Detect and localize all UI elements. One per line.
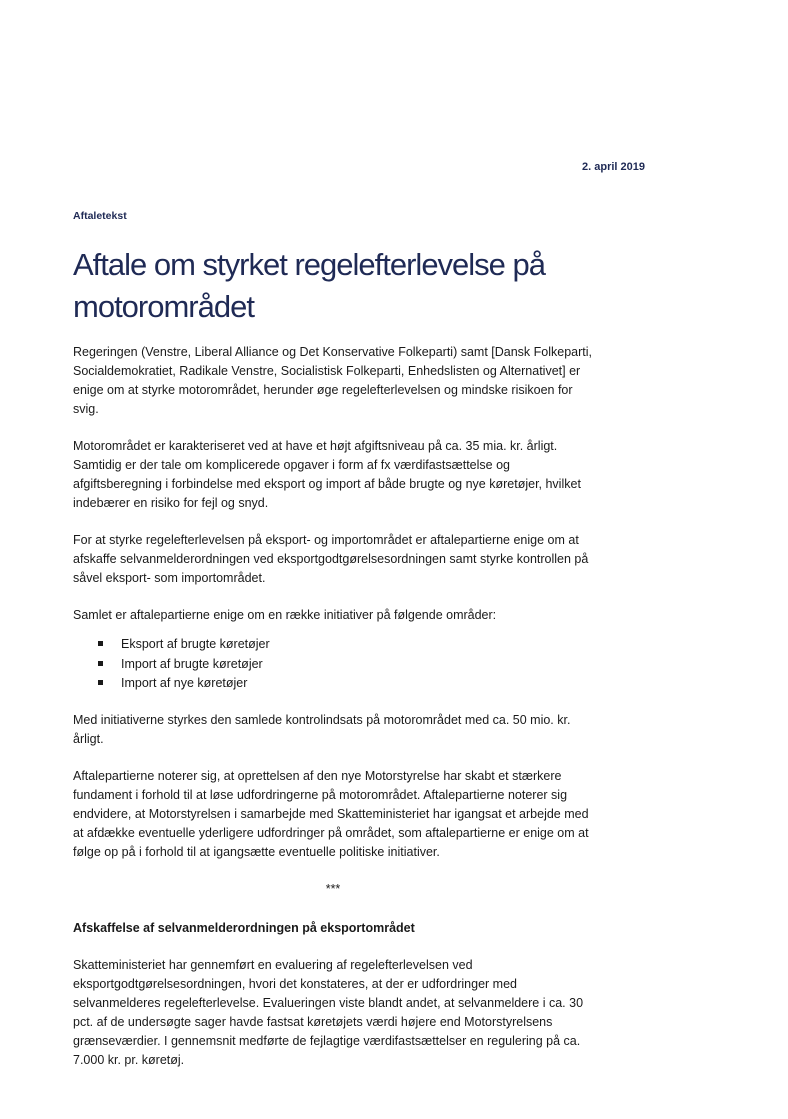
list-item <box>73 674 593 694</box>
list-item-text: Import af brugte køretøjer <box>121 656 263 671</box>
document-date: 2. april 2019 <box>582 161 645 173</box>
paragraph-initiatives-intro: Samlet er aftalepartierne enige om en række initiativer på følgende områder: <box>73 608 497 622</box>
bullet-icon <box>98 661 103 666</box>
document-title: Aftale om styrket regelefterlevelse på motorområdet <box>73 247 546 324</box>
paragraph-motor-area: Motorområdet er karakteriseret ved at have et højt afgiftsniveau på ca. 35 mia. kr. årligt. Samtidig er der tale om komplicerede opgaver i form af fx værdifastsættelse og afgiftsberegning i forbindelse med eksport og import af både brugte og nye køretøjer, hvilket indebærer en risiko for fejl og snyd. <box>73 439 581 510</box>
list-item <box>73 655 593 675</box>
bullet-icon <box>98 680 103 685</box>
list-item-text: Eksport af brugte køretøjer <box>121 637 270 651</box>
paragraph-control-effort: Med initiativerne styrkes den samlede kontrolindsats på motorområdet med ca. 50 mio. kr. årligt. <box>73 712 571 746</box>
section-heading: Afskaffelse af selvanmelderordningen på eksportområdet <box>73 920 415 935</box>
section-text: Skatteministeriet har gennemført en evaluering af regelefterlevelsen ved eksportgodtgørelsesordningen, hvori det konstateres, at der er udfordringer med selvanmelderes regelefterlevelse. Evalueringen viste blandt andet, at selvanmeldere i ca. 30 pct. af de undersøgte sager havde fastsat køretøjets værdi højere end Motorstyrelsens grænseværdier. I gennemsnit medførte de fejlagtige værdifastsættelser en regulering på ca. 7.000 kr. pr. køretøj. <box>73 957 584 1067</box>
initiatives-list <box>73 635 593 694</box>
list-item <box>73 635 593 655</box>
document-type-label: Aftaletekst <box>73 210 127 222</box>
bullet-icon <box>98 641 103 646</box>
list-item-text: Import af nye køretøjer <box>121 676 248 690</box>
document-body <box>73 343 593 1088</box>
paragraph-intro: Regeringen (Venstre, Liberal Alliance og Det Konservative Folkeparti) samt [Dansk Folkeparti, Socialdemokratiet, Radikale Venstre, Socialistisk Folkeparti, Enhedslisten og Alternativet] er enige om at styrke motorområdet, herunder øge regelefterlevelsen og mindske risikoen for svig. <box>73 345 593 416</box>
paragraph-export-import: For at styrke regelefterlevelsen på eksport- og importområdet er aftalepartierne enige om at afskaffe selvanmelderordningen ved eksportgodtgørelsesordningen samt styrke kontrollen på såvel eksport- som importområdet. <box>73 533 589 585</box>
paragraph-motorstyrelse: Aftalepartierne noterer sig, at oprettelsen af den nye Motorstyrelse har skabt et stærkere fundament i forhold til at løse udfordringerne på motorområdet. Aftalepartierne noterer sig endvidere, at Motorstyrelsen i samarbejde med Skatteministeriet har igangsat et arbejde med at afdække eventuelle yderligere udfordringer på området, som aftalepartierne er enige om at følge op på i forhold til at igangsætte eventuelle politiske initiativer. <box>73 768 589 859</box>
section-separator: *** <box>325 881 341 896</box>
